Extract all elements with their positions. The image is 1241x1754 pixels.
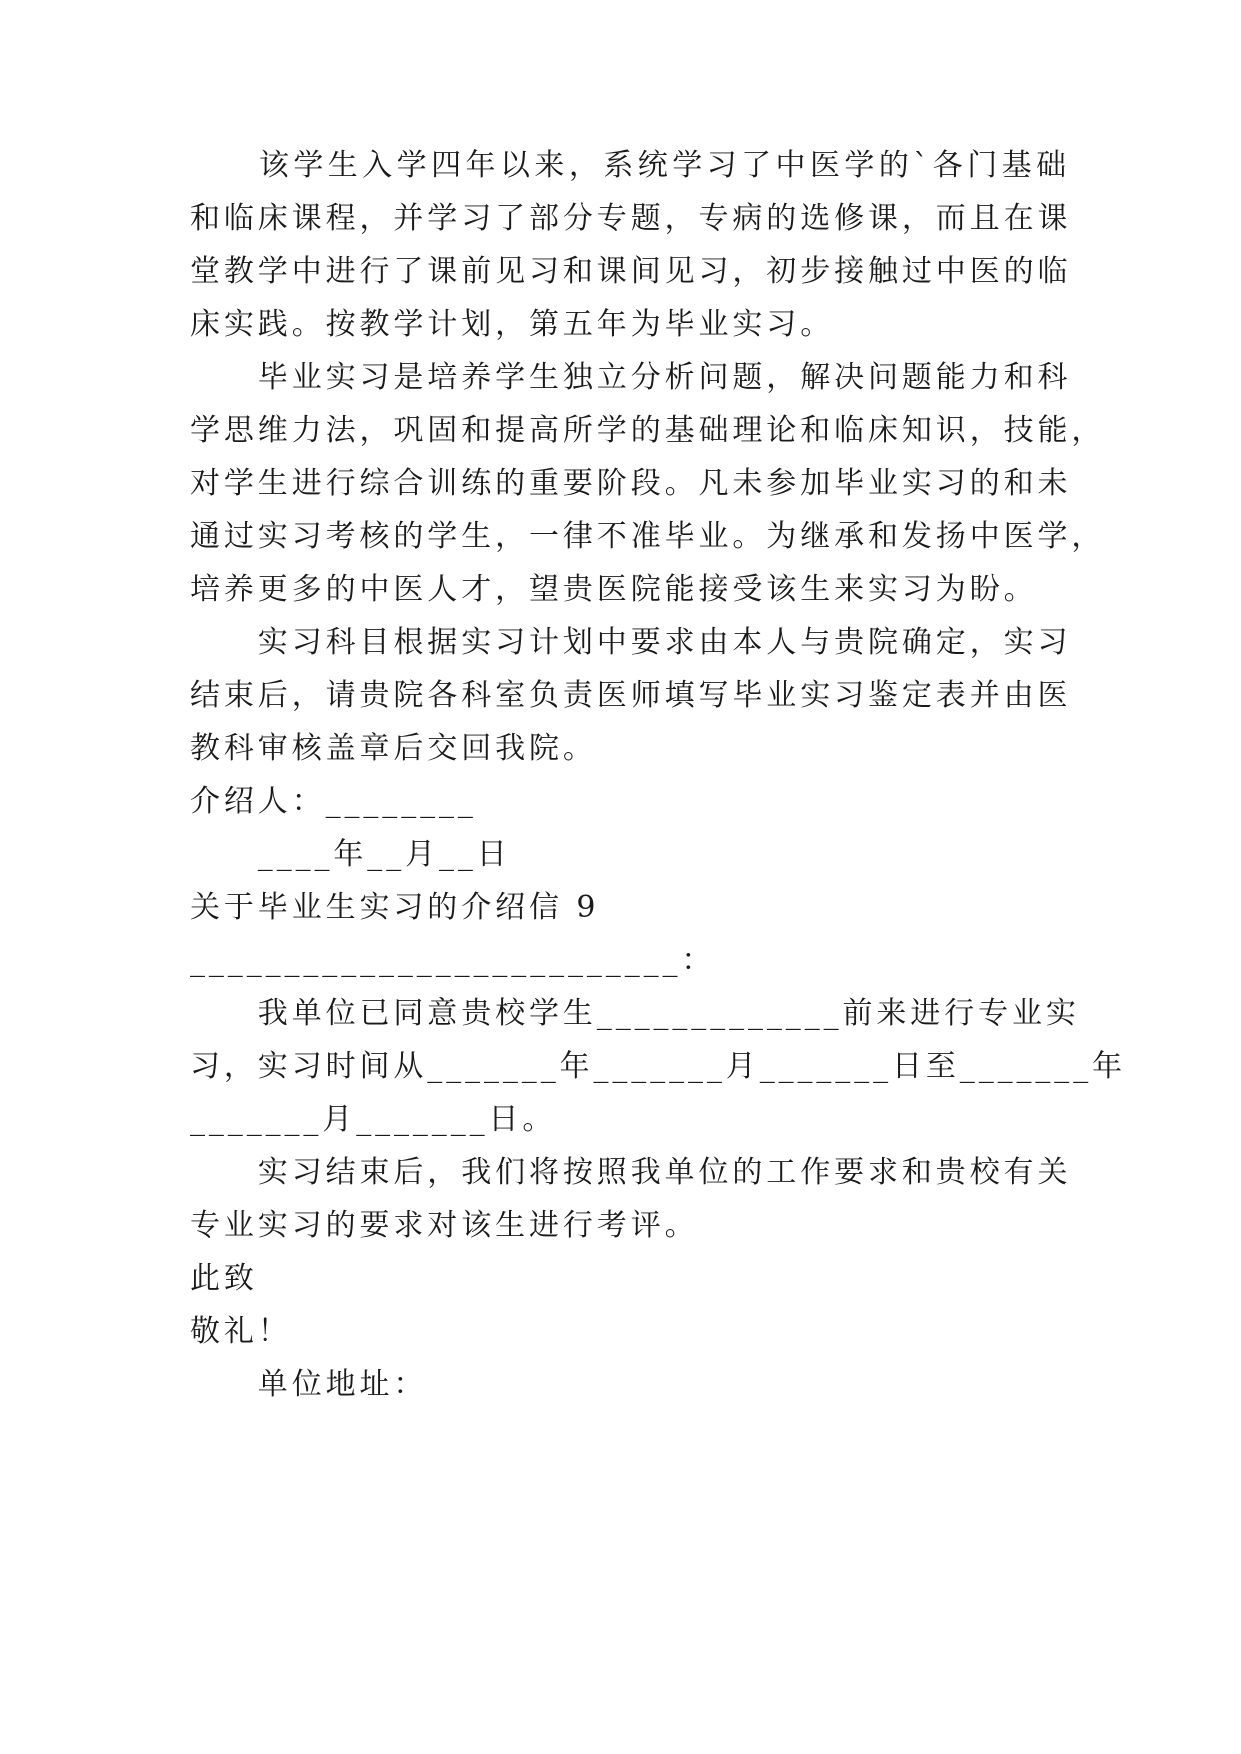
closing-salutation: 此致 (190, 1261, 258, 1296)
paragraph3-line-2: 结束后，请贵院各科室负责医师填写毕业实习鉴定表并由医 (190, 678, 1072, 713)
paragraph1-line-4: 床实践。按教学计划，第五年为毕业实习。 (190, 307, 835, 342)
introducer-line: 介绍人：________ (190, 784, 477, 819)
paragraph4-line-3: _______月_______日。 (190, 1102, 557, 1137)
paragraph5-line-1: 实习结束后，我们将按照我单位的工作要求和贵校有关 (190, 1155, 1072, 1190)
paragraph2-line-1: 毕业实习是培养学生独立分析问题，解决问题能力和科 (190, 360, 1072, 395)
paragraph3-line-1: 实习科目根据实习计划中要求由本人与贵院确定，实习 (190, 625, 1072, 660)
paragraph2-line-5: 培养更多的中医人才，望贵医院能接受该生来实习为盼。 (190, 572, 1038, 607)
date-line: ____年__月__日 (190, 837, 511, 872)
paragraph4-line-1: 我单位已同意贵校学生_____________前来进行专业实 (190, 996, 1080, 1031)
paragraph1-line-1: 该学生入学四年以来，系统学习了中医学的`各门基础 (190, 148, 1070, 183)
paragraph1-line-3: 堂教学中进行了课前见习和课间见习，初步接触过中医的临 (190, 254, 1072, 289)
paragraph2-line-2: 学思维力法，巩固和提高所学的基础理论和临床知识，技能， (190, 413, 1106, 448)
paragraph5-line-2: 专业实习的要求对该生进行考评。 (190, 1208, 699, 1243)
paragraph2-line-3: 对学生进行综合训练的重要阶段。凡未参加毕业实习的和未 (190, 466, 1072, 501)
letter-title: 关于毕业生实习的介绍信 9 (190, 890, 600, 925)
recipient-line: __________________________： (190, 943, 716, 978)
paragraph3-line-3: 教科审核盖章后交回我院。 (190, 731, 597, 766)
paragraph1-line-2: 和临床课程，并学习了部分专题，专病的选修课，而且在课 (190, 201, 1072, 236)
paragraph2-line-4: 通过实习考核的学生，一律不准毕业。为继承和发扬中医学， (190, 519, 1106, 554)
closing-regards: 敬礼！ (190, 1314, 292, 1349)
paragraph4-line-2: 习，实习时间从_______年_______月_______日至_______年 (190, 1049, 1126, 1084)
address-label: 单位地址： (190, 1367, 428, 1402)
